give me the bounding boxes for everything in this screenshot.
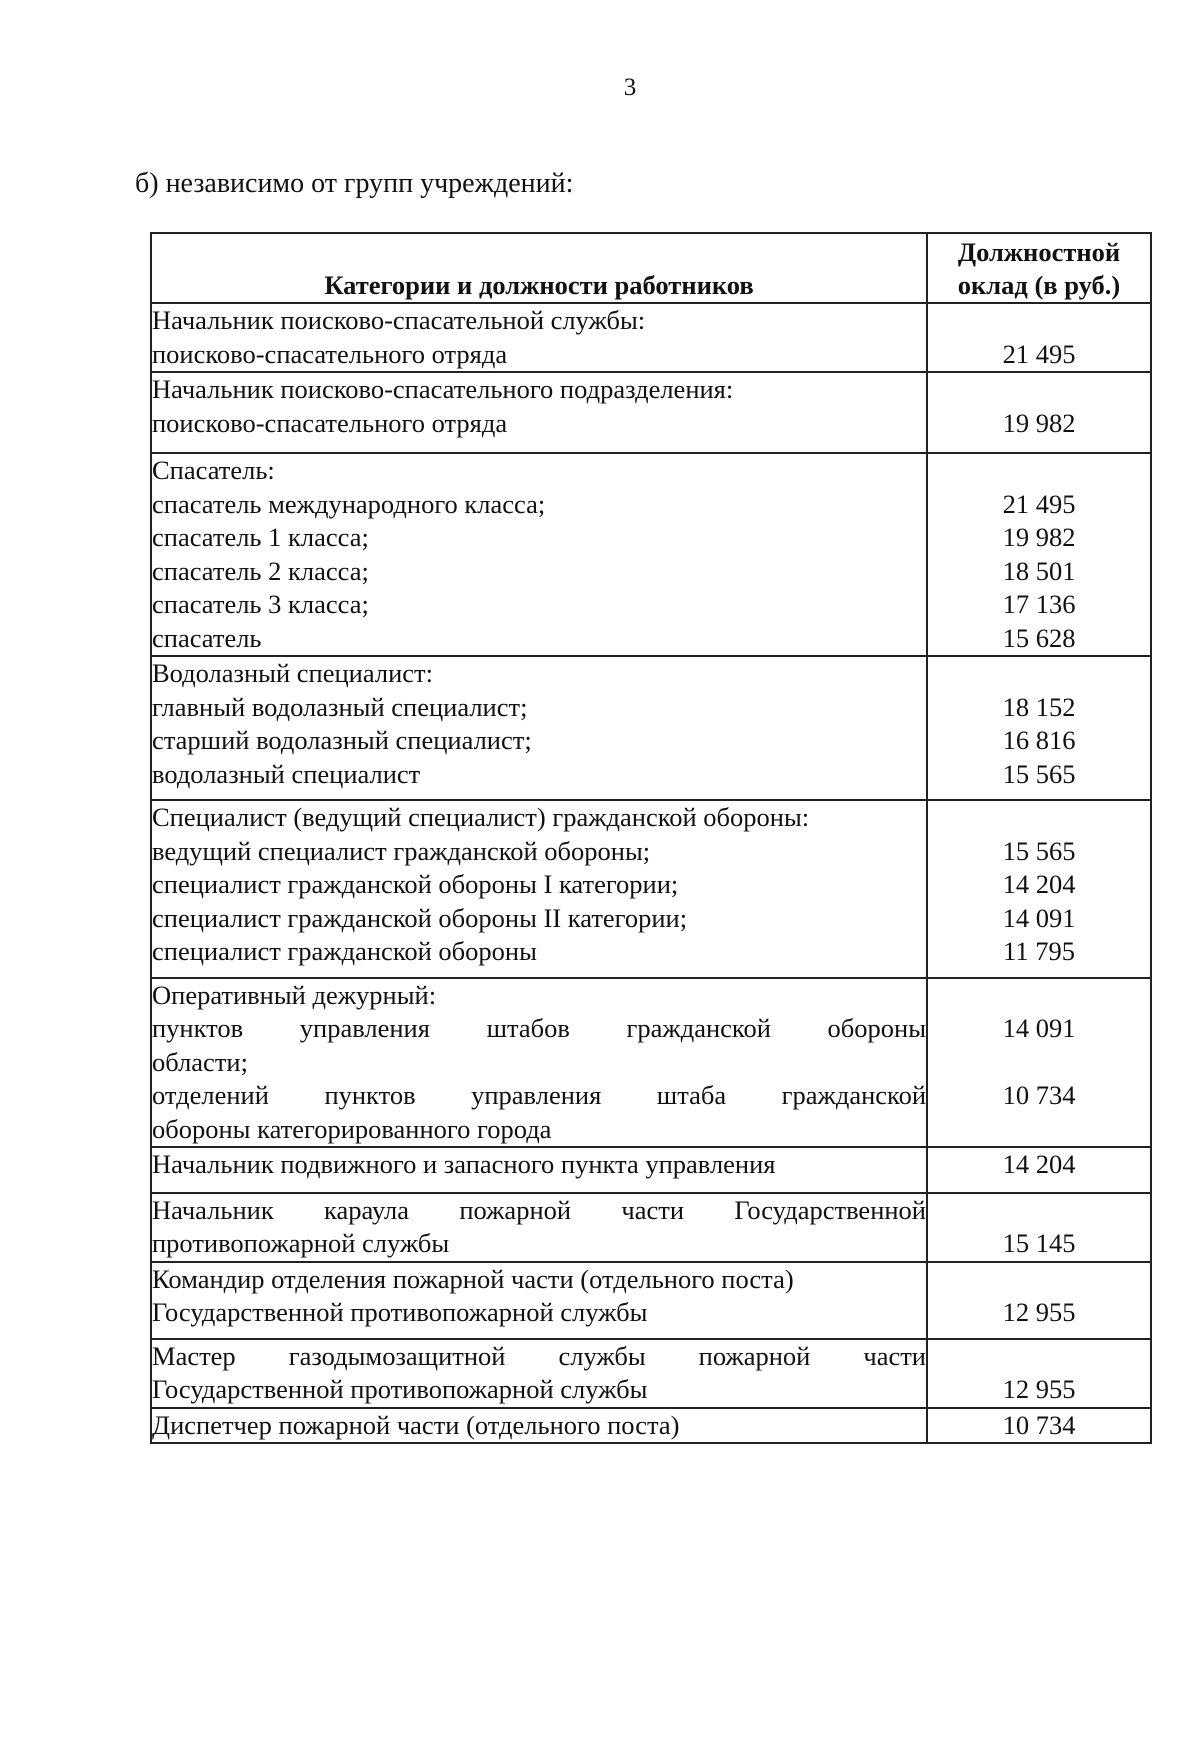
salary-cell (927, 372, 1151, 453)
row-line: Спасатель: (152, 455, 275, 485)
salary-value: 19 982 (1002, 407, 1076, 438)
salary-value: 18 501 (1002, 555, 1076, 586)
salary-value: 10 734 (1002, 1080, 1076, 1110)
table-row (151, 372, 1151, 453)
salary-value: 14 204 (1002, 1149, 1076, 1179)
salary-cell (927, 1147, 1151, 1193)
salary-value: 15 565 (1002, 758, 1076, 789)
row-line: спасатель международного класса; (152, 488, 546, 519)
salary-value (928, 1263, 1150, 1297)
table-row (151, 1193, 1151, 1262)
row-line: ведущий специалист гражданской обороны; (152, 835, 651, 866)
salary-value (928, 373, 1150, 407)
row-line: Специалист (ведущий специалист) гражданской обороны: (152, 802, 810, 832)
category-cell (151, 1193, 927, 1262)
section-intro: б) независимо от групп учреждений: (135, 168, 574, 199)
salary-value: 11 795 (1003, 936, 1075, 966)
row-line: отделений пунктов управления штаба гражданской (152, 1080, 926, 1110)
salary-value: 21 495 (1002, 338, 1076, 369)
row-line: поисково-спасательного отряда (152, 407, 508, 438)
category-cell (151, 303, 927, 372)
row-line: главный водолазный специалист; (152, 691, 528, 722)
salary-value: 15 145 (1002, 1228, 1076, 1258)
row-line: Командир отделения пожарной части (отдельного поста) (152, 1263, 794, 1294)
table-row (151, 656, 1151, 800)
page-number: 3 (623, 74, 637, 101)
row-line: специалист гражданской обороны II категории; (152, 902, 688, 933)
category-cell (151, 1147, 927, 1193)
salary-value: 10 734 (1002, 1409, 1076, 1440)
row-line: области; (152, 1046, 248, 1077)
salary-cell (927, 303, 1151, 372)
salary-cell (927, 978, 1151, 1148)
row-line: Начальник поисково-спасательной службы: (152, 305, 646, 335)
row-line: Начальник поисково-спасательного подразделения: (152, 374, 734, 404)
table-row (151, 978, 1151, 1148)
table-row (151, 303, 1151, 372)
row-line: Водолазный специалист: (152, 658, 433, 688)
header-salary-line1: Должностной (957, 237, 1121, 267)
table-row (151, 453, 1151, 656)
table-row (151, 1408, 1151, 1444)
salary-value: 18 152 (1002, 691, 1076, 722)
salary-value: 15 628 (1002, 622, 1076, 653)
row-line: специалист гражданской обороны (152, 936, 537, 966)
salary-value: 17 136 (1002, 589, 1076, 619)
row-line: обороны категорированного города (152, 1113, 552, 1144)
salary-value: 19 982 (1002, 522, 1076, 552)
salary-value: 16 816 (1002, 725, 1076, 755)
salary-value: 15 565 (1002, 835, 1076, 866)
salary-value (928, 801, 1150, 835)
salary-value (928, 1340, 1150, 1374)
salary-value (928, 1113, 1150, 1147)
category-cell (151, 453, 927, 656)
salary-value (928, 657, 1150, 691)
category-cell (151, 372, 927, 453)
salary-cell (927, 1193, 1151, 1262)
row-line: спасатель 2 класса; (152, 555, 369, 586)
salary-value (928, 304, 1150, 338)
header-salary (927, 233, 1151, 303)
category-cell (151, 800, 927, 978)
category-cell (151, 1408, 927, 1444)
row-line: Диспетчер пожарной части (отдельного поста) (152, 1409, 680, 1440)
salary-cell (927, 453, 1151, 656)
row-line: старший водолазный специалист; (152, 725, 532, 755)
salary-value: 14 091 (1002, 902, 1076, 933)
header-category: Категории и должности работников (151, 233, 927, 303)
salary-value: 14 091 (1002, 1013, 1076, 1043)
table-row (151, 1262, 1151, 1339)
row-line: специалист гражданской обороны I категории; (152, 869, 679, 899)
row-line: Мастер газодымозащитной службы пожарной части (152, 1340, 926, 1371)
header-salary-line2: оклад (в руб.) (957, 270, 1121, 300)
salary-cell (927, 1339, 1151, 1408)
category-cell (151, 1339, 927, 1408)
salary-cell (927, 1262, 1151, 1339)
row-line: Оперативный дежурный: (152, 979, 437, 1010)
salary-value (928, 1046, 1150, 1080)
table-row (151, 1339, 1151, 1408)
salary-cell (927, 656, 1151, 800)
row-line: Начальник подвижного и запасного пункта управления (152, 1149, 776, 1179)
row-line: водолазный специалист (152, 758, 421, 789)
row-line: поисково-спасательного отряда (152, 338, 508, 369)
category-cell (151, 978, 927, 1148)
row-line: Начальник караула пожарной части Государственной (152, 1194, 926, 1225)
row-line: спасатель 1 класса; (152, 522, 369, 552)
salary-value: 21 495 (1002, 488, 1076, 519)
table-header-row (151, 233, 1151, 303)
row-line: Государственной противопожарной службы (152, 1297, 648, 1327)
table-row (151, 800, 1151, 978)
salary-cell (927, 800, 1151, 978)
row-line: пунктов управления штабов гражданской обороны (152, 1013, 926, 1043)
salary-value (928, 1194, 1150, 1228)
salary-cell (927, 1408, 1151, 1444)
salary-value: 14 204 (1002, 869, 1076, 899)
salary-value: 12 955 (1002, 1374, 1076, 1404)
row-line: противопожарной службы (152, 1228, 450, 1258)
salary-value: 12 955 (1002, 1297, 1076, 1327)
category-cell (151, 1262, 927, 1339)
table-row (151, 1147, 1151, 1193)
salary-value (928, 979, 1150, 1013)
row-line: спасатель (152, 622, 262, 653)
category-cell (151, 656, 927, 800)
salary-value (928, 454, 1150, 488)
row-line: спасатель 3 класса; (152, 589, 369, 619)
row-line: Государственной противопожарной службы (152, 1374, 648, 1404)
salary-table (150, 232, 1152, 1444)
